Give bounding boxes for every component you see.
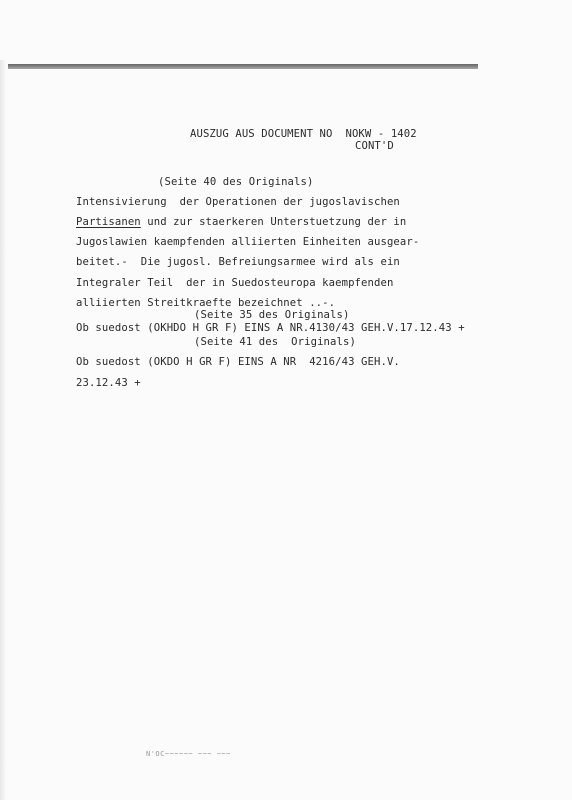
underlined-word: Partisanen [76, 216, 141, 228]
source-reference-2-date: 23.12.43 + [76, 377, 141, 389]
body-line-2-rest: und zur staerkeren Unterstuetzung der in [140, 216, 407, 228]
body-line-6: alliierten Streitkraefte bezeichnet ..-. [76, 297, 336, 309]
faint-footer-mark: N'OC~~~~~~ ~~~ ~~~ [146, 750, 231, 758]
page-reference: (Seite 41 des Originals) [194, 336, 356, 348]
source-reference-1: Ob suedost (OKHDO H GR F) EINS A NR.4130/43 GEH.V.17.12.43 + [76, 322, 465, 334]
body-line-3: Jugoslawien kaempfenden alliierten Einheiten ausgear- [76, 236, 420, 248]
source-reference-2: Ob suedost (OKDO H GR F) EINS A NR 4216/43 GEH.V. [76, 356, 400, 368]
body-line-5: Integraler Teil der in Suedosteuropa kaempfenden [76, 277, 394, 289]
body-line-1: Intensivierung der Operationen der jugoslavischen [76, 196, 400, 208]
document-subtitle: CONT'D [355, 140, 394, 152]
document-title: AUSZUG AUS DOCUMENT NO NOKW - 1402 [190, 128, 417, 140]
page-reference: (Seite 35 des Originals) [194, 309, 350, 321]
body-line-4: beitet.- Die jugosl. Befreiungsarmee wird als ein [76, 256, 400, 268]
body-line-2 [76, 216, 406, 229]
scan-edge [8, 64, 478, 69]
scan-shadow [0, 60, 6, 800]
page-reference: (Seite 40 des Originals) [158, 176, 314, 188]
